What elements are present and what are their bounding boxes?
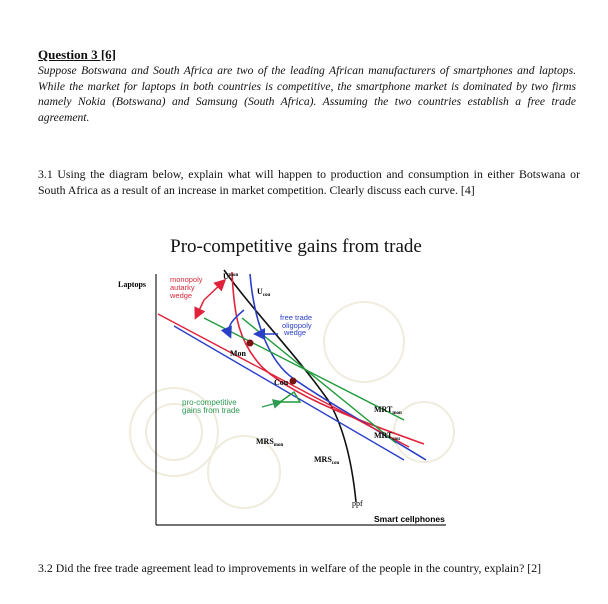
mrt-mon-label: $MRT_{mon}$: [374, 405, 402, 416]
question-3-2-text: 3.2 Did the free trade agreement lead to improvements in welfare of the people in the country, explain? [2]: [38, 561, 542, 575]
question-intro: Suppose Botswana and South Africa are two of the leading African manufacturers of smartphones and laptops. While the market for laptops in both countries is competitive, the smartphone market is dominated by two firms namely Nokia (Botswana) and Samsung (South Africa). Assuming the two countries establish a free trade agreement.: [38, 64, 576, 124]
u-cou-label: $U_{cou}$: [257, 287, 271, 298]
point-cou: [290, 378, 297, 385]
ppf-label: ppf: [352, 499, 363, 508]
monopoly-wedge-arrow-up: [204, 281, 224, 300]
x-axis-label: Smart cellphones: [374, 514, 445, 524]
monopoly-wedge-arrow-down: [196, 300, 204, 317]
mrs-mon-label: $MRS_{mon}$: [256, 437, 284, 448]
mrt-cou-label: $MRT_{cou}$: [374, 431, 400, 442]
mrs-cou-label: $MRS_{cou}$: [314, 455, 340, 466]
question-title: Question 3 [6]: [38, 47, 116, 62]
gains-arrow: [262, 402, 280, 407]
pro-competitive-gains-label: pro-competitive gains from trade: [182, 398, 240, 415]
pro-competitive-gains-diagram: [104, 222, 464, 540]
u-mon-label: $U^{mon}$: [223, 272, 239, 281]
diagram-svg: [104, 222, 464, 540]
point-mon-label: Mon: [230, 349, 246, 358]
monopoly-wedge-label: monopoly autarky wedge: [170, 275, 203, 300]
figure-title: Pro-competitive gains from trade: [170, 236, 422, 257]
mrs-cou-line: [174, 326, 404, 460]
y-axis-label: Laptops: [118, 280, 147, 289]
indifference-curve-cou: [250, 274, 426, 460]
point-cou-label: Cou: [274, 378, 289, 387]
oligopoly-wedge-label: free trade oligopoly wedge: [280, 313, 313, 337]
point-mon: [247, 340, 254, 347]
question-3-1-text: 3.1 Using the diagram below, explain what will happen to production and consumption in either Botswana or South Africa as a result of an increase in market competition. Clearly discuss each curve. [4]: [38, 167, 580, 197]
